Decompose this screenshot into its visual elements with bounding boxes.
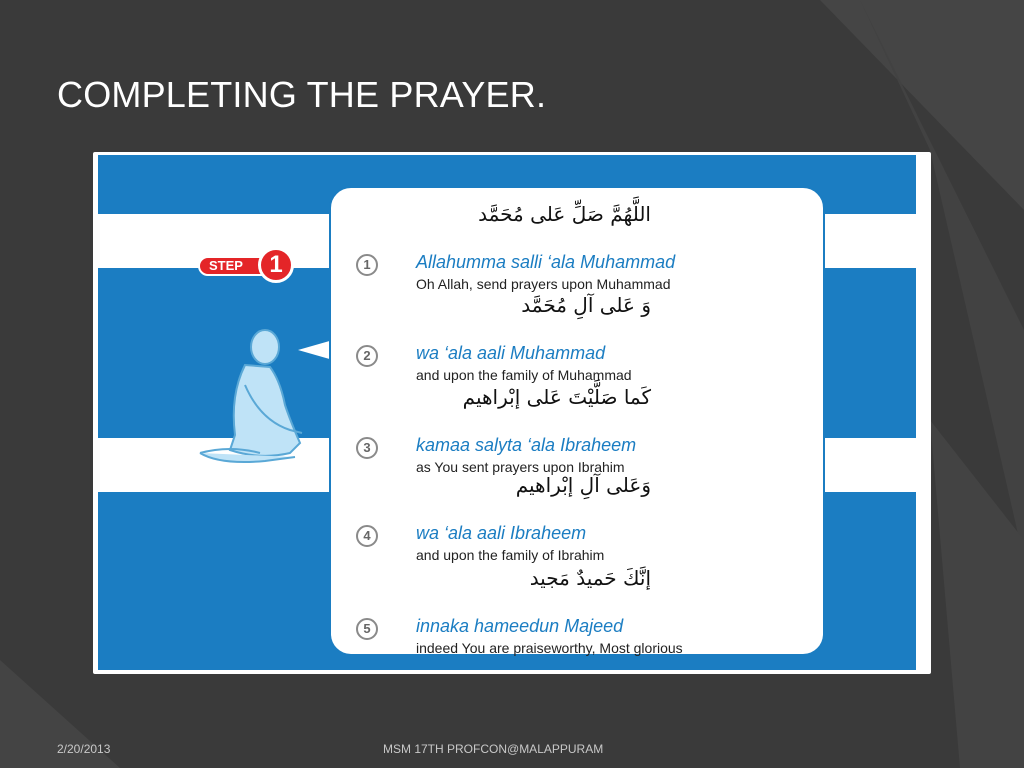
prayer-card (329, 186, 825, 656)
prayer-line-2 (331, 293, 827, 385)
arabic-text: وَ عَلى آلِ مُحَمَّد (521, 293, 651, 317)
meaning: and upon the family of Ibrahim (416, 547, 605, 563)
prayer-figure (93, 152, 931, 674)
line-number: 3 (356, 437, 378, 459)
footer-date: 2/20/2013 (57, 742, 111, 756)
step-number: 1 (258, 247, 294, 283)
meaning: indeed You are praiseworthy, Most glorious (416, 640, 683, 656)
arabic-text: كَما صَلَّيْتَ عَلى إبْراهيم (462, 385, 651, 409)
arabic-text: اللَّهُمَّ صَلِّ عَلى مُحَمَّد (478, 202, 651, 226)
step-badge (198, 247, 313, 281)
meaning: Oh Allah, send prayers upon Muhammad (416, 276, 671, 292)
transliteration: kamaa salyta ‘ala Ibraheem (416, 435, 637, 455)
prayer-line-4 (331, 473, 827, 565)
transliteration: wa ‘ala aali Muhammad (416, 343, 606, 363)
prayer-line-5 (331, 566, 827, 658)
line-number: 5 (356, 618, 378, 640)
step-label: STEP (198, 256, 288, 276)
meaning: and upon the family of Muhammad (416, 367, 632, 383)
transliteration: wa ‘ala aali Ibraheem (416, 523, 587, 543)
arabic-text: إنَّكَ حَميدٌ مَجيد (529, 566, 651, 590)
prayer-line-1 (331, 202, 827, 294)
figure-panel (98, 155, 916, 670)
meaning: as You sent prayers upon Ibrahim (416, 459, 625, 475)
transliteration: innaka hameedun Majeed (416, 616, 624, 636)
transliteration: Allahumma salli ‘ala Muhammad (416, 252, 676, 272)
arabic-text: وَعَلى آلِ إبْراهيم (515, 473, 651, 497)
line-number: 4 (356, 525, 378, 547)
line-number: 1 (356, 254, 378, 276)
line-number: 2 (356, 345, 378, 367)
slide-title: COMPLETING THE PRAYER. (57, 74, 547, 115)
footer-text: MSM 17TH PROFCON@MALAPPURAM (383, 742, 604, 756)
speech-pointer (298, 340, 333, 360)
prayer-line-3 (331, 385, 827, 477)
